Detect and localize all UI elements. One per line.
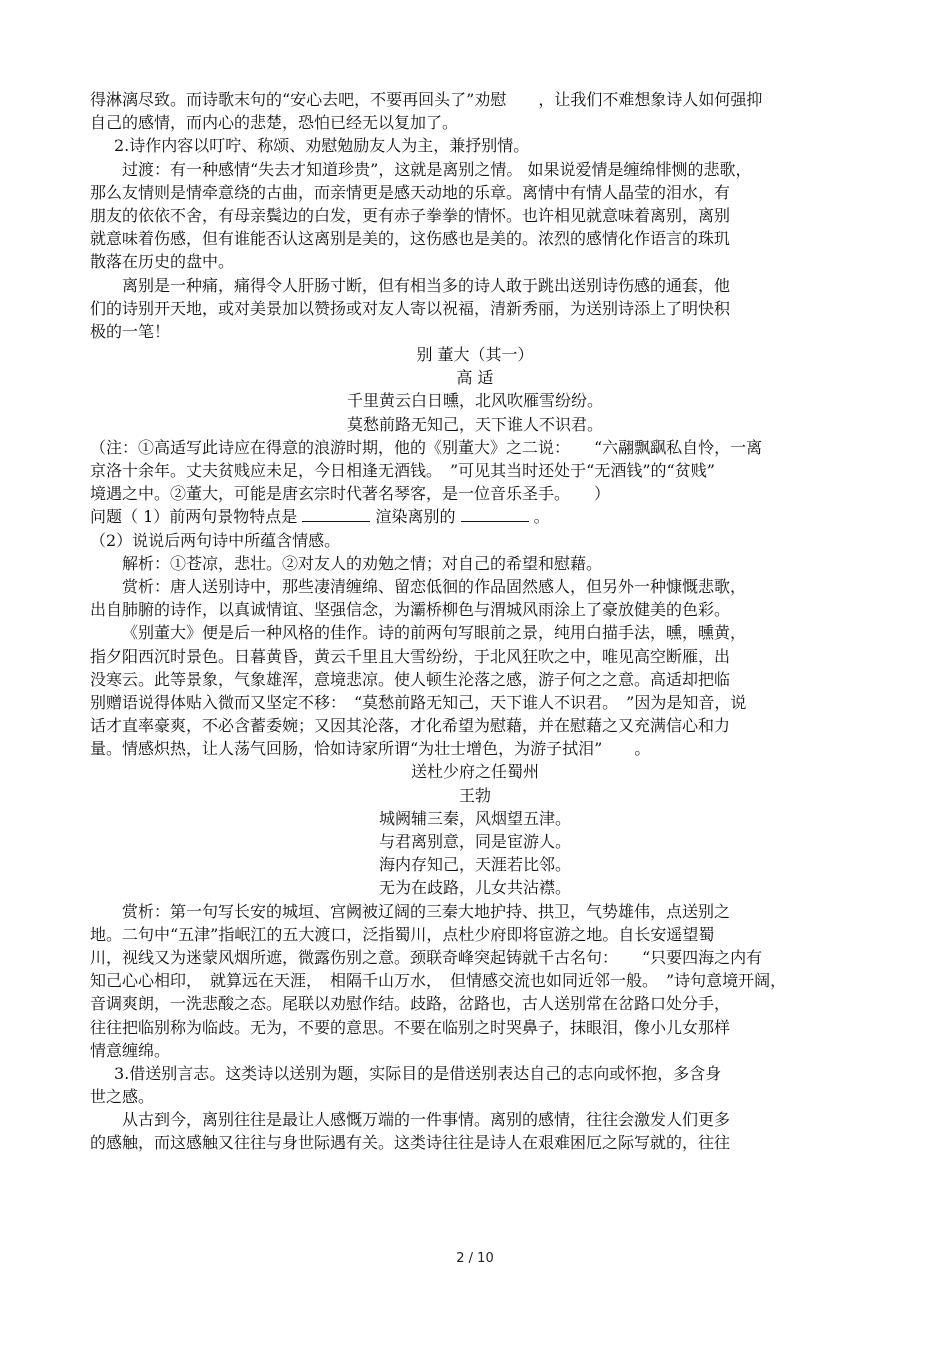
text-line: 情意缠绵。	[90, 1040, 171, 1060]
text-line: 离别是一种痛，痛得令人肝肠寸断，但有相当多的诗人敢于跳出送别诗伤感的通套，他	[122, 275, 731, 295]
text-line: 得淋漓尽致。而诗歌末句的“安心去吧，不要再回头了”劝慰 ，让我们不难想象诗人如何强抑	[90, 90, 763, 109]
question-text: 。	[533, 507, 550, 527]
poem-line: 千里黄云白日曛，北风吹雁雪纷纷。	[346, 391, 603, 411]
poem-line: 海内存知己，天涯若比邻。	[378, 855, 571, 875]
text-line: 世之感。	[90, 1087, 155, 1107]
text-line: 《别董大》便是后一种风格的佳作。诗的前两句写眼前之景，纯用白描手法，曛，曛黄，	[122, 623, 747, 643]
text-line: 就意味着伤感，但有谁能否认这离别是美的，这伤感也是美的。浓烈的感情化作语言的珠玑	[90, 229, 731, 249]
note-line: （注：①高适写此诗应在得意的浪游时期，他的《别董大》之二说： “六翮飘飖私自怜，一离	[90, 437, 763, 457]
poem-title: 别 董大（其一）	[416, 345, 534, 365]
question-text: 问题（ 1）前两句景物特点是	[90, 507, 298, 527]
page-number: 2 / 10	[456, 1251, 494, 1266]
poem-line: 莫愁前路无知己，天下谁人不识君。	[346, 414, 603, 434]
text-line: 话才直率豪爽，不必含蓄委婉；又因其沦落，才化希望为慰藉，并在慰藉之又充满信心和力	[90, 716, 731, 736]
section-heading: 3.借送别言志。这类诗以送别为题，实际目的是借送别表达自己的志向或怀抱，多含身	[114, 1063, 722, 1083]
text-line: 自己的感情，而内心的悲楚，恐怕已经无以复加了。	[90, 113, 459, 133]
text-line: 赏析：唐人送别诗中，那些凄清缠绵、留恋低徊的作品固然感人，但另外一种慷慨悲歌，	[122, 576, 747, 596]
question-line: （2）说说后两句诗中所蕴含情感。	[90, 530, 341, 550]
document-body	[90, 88, 860, 1155]
answer-blank	[302, 507, 370, 522]
question-line	[90, 505, 860, 528]
section-heading: 2.诗作内容以叮咛、称颂、劝慰勉励友人为主，兼抒别情。	[114, 136, 530, 156]
text-line: 往往把临别称为临歧。无为，不要的意思。不要在临别之时哭鼻子，抹眼泪，像小儿女那样	[90, 1017, 731, 1037]
text-line: 出自肺腑的诗作，以真诚情谊、坚强信念，为灞桥柳色与渭城风雨涂上了豪放健美的色彩。	[90, 600, 731, 620]
poem-title: 送杜少府之任蜀州	[410, 762, 539, 782]
text-line: 极的一笔！	[90, 321, 171, 341]
text-line: 音调爽朗，一洗悲酸之态。尾联以劝慰作结。歧路，岔路也，古人送别常在岔路口处分手，	[90, 994, 731, 1014]
text-line: 川，视线又为迷蒙风烟所遮，微露伤别之意。颈联奇峰突起铸就千古名句： “只要四海之内有	[90, 947, 763, 967]
poem-line: 无为在歧路，儿女共沾襟。	[378, 878, 571, 898]
answer-blank	[461, 507, 529, 522]
poem-author: 王勃	[458, 785, 491, 805]
poem-line: 城阙辅三秦，风烟望五津。	[378, 808, 571, 828]
analysis-line: 解析：①苍凉，悲壮。②对友人的劝勉之情；对自己的希望和慰藉。	[122, 553, 603, 573]
poem-author: 高 适	[456, 368, 494, 388]
text-line: 们的诗别开天地，或对美景加以赞扬或对友人寄以祝福，清新秀丽，为送别诗添上了明快积	[90, 298, 731, 318]
text-line: 从古到今，离别往往是最让人感慨万端的一件事情。离别的感情，往往会激发人们更多	[122, 1110, 731, 1130]
text-line: 赏析：第一句写长安的城垣、宫阙被辽阔的三秦大地护持、拱卫，气势雄伟，点送别之	[122, 901, 731, 921]
text-line: 量。情感炽热，让人荡气回肠，恰如诗家所谓“为壮士增色，为游子拭泪” 。	[90, 739, 651, 759]
poem-line: 与君离别意，同是宦游人。	[378, 832, 571, 851]
text-line: 过渡：有一种感情“失去才知道珍贵”，这就是离别之情。 如果说爱情是缠绵悱恻的悲歌，	[122, 159, 752, 179]
text-line: 别赠语说得体贴入微而又坚定不移： “莫愁前路无知己，天下谁人不识君。 ”因为是知音，说	[90, 692, 747, 712]
text-line: 指夕阳西沉时景色。日暮黄昏，黄云千里且大雪纷纷，于北风狂吹之中，唯见高空断雁，出	[90, 646, 731, 666]
text-line: 没寒云。此等景象，气象雄浑，意境悲凉。使人顿生沦落之感，游子何之之意。高适却把临	[90, 669, 731, 689]
note-line: 京洛十余年。丈夫贫贱应未足，今日相逢无酒钱。 ”可见其当时还处于“无酒钱”的“贫贱”	[90, 461, 715, 480]
text-line: 知己心心相印， 就算远在天涯， 相隔千山万水， 但情感交流也如同近邻一般。 ”诗句意境开阔，	[90, 971, 787, 991]
text-line: 地。二句中“五津”指岷江的五大渡口，泛指蜀川，点杜少府即将宦游之地。自长安遥望蜀	[90, 924, 715, 944]
note-line: 境遇之中。②董大，可能是唐玄宗时代著名琴客，是一位音乐圣手。 ）	[90, 484, 611, 504]
question-text: 渲染离别的	[375, 507, 456, 527]
text-line: 那么友情则是情牵意绕的古曲，而亲情更是感天动地的乐章。离情中有情人晶莹的泪水，有	[90, 182, 731, 202]
text-line: 朋友的依依不舍，有母亲鬓边的白发，更有赤子拳拳的情怀。也许相见就意味着离别，离别	[90, 205, 731, 225]
text-line: 散落在历史的盘中。	[90, 252, 235, 272]
text-line: 的感触，而这感触又往往与身世际遇有关。这类诗往往是诗人在艰难困厄之际写就的，往往	[90, 1133, 731, 1153]
